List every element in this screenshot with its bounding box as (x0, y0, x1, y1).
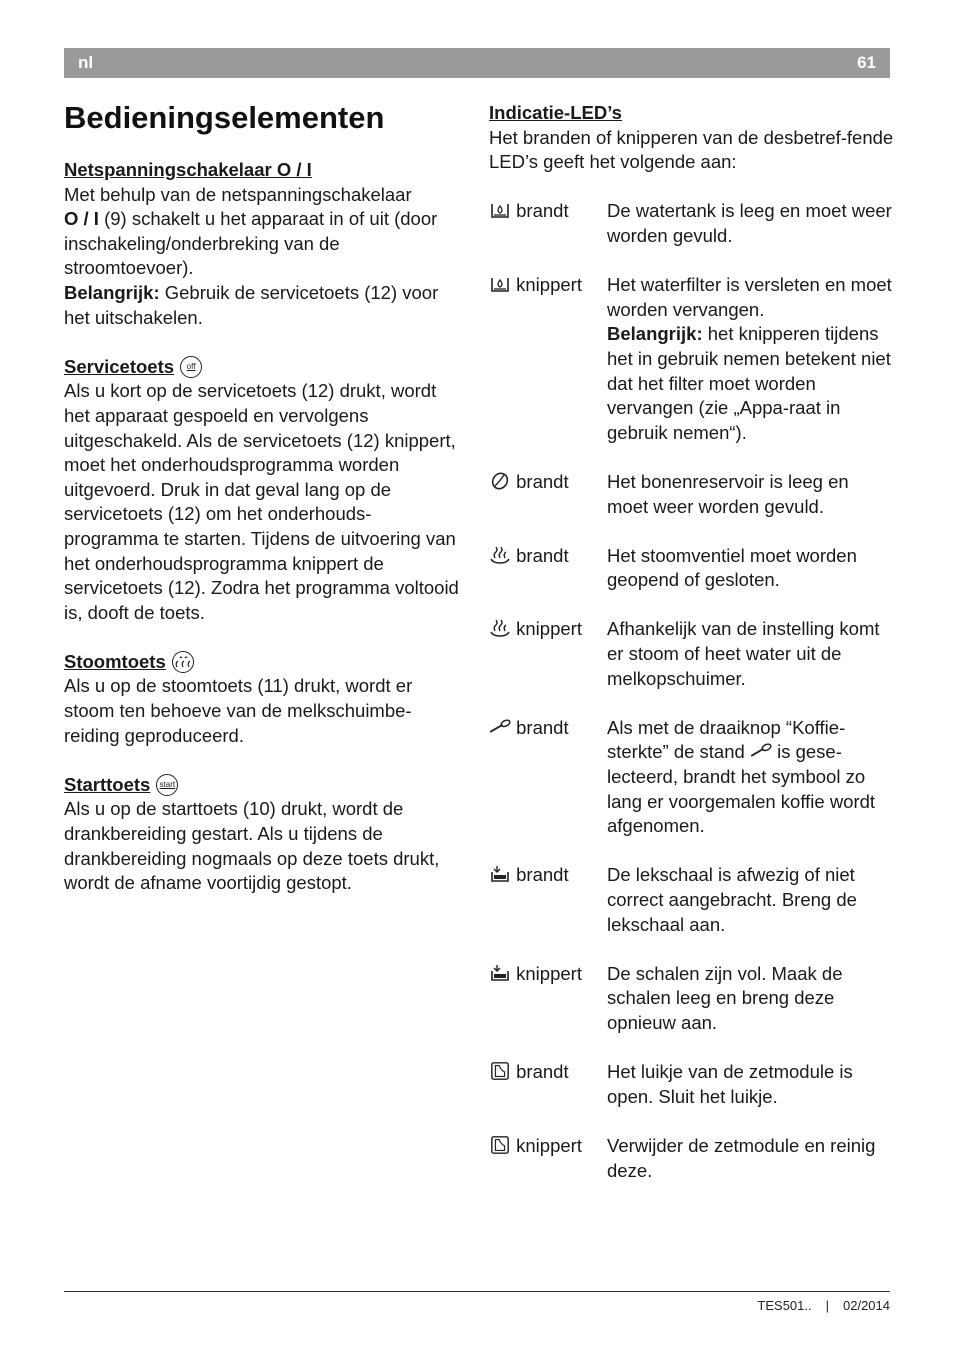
led-row (489, 962, 894, 1036)
section-text-steam-button: Als u op de stoomtoets (11) drukt, wordt er stoom ten behoeve van de melkschuimbe-reiding geproduceerd. (64, 675, 413, 746)
led-state: knippert (516, 274, 582, 296)
section-mains-switch (64, 158, 464, 330)
bold-switch-label: O / I (64, 208, 99, 230)
footer-separator: | (825, 1298, 829, 1313)
section-text-start-button: Als u op de starttoets (10) drukt, wordt de drankbereiding gestart. Als u tijdens de drankbereiding nogmaals op deze toets drukt, wordt de afname voortijdig gestopt. (64, 798, 440, 894)
led-desc-text: is gese-lecteerd, brandt het symbool zo lang er voorgemalen koffie wordt afgenomen. (607, 741, 876, 837)
text-part: (9) schakelt u het apparaat in of uit (door inschakeling/onderbreking van de stroomtoevoer). (64, 208, 438, 279)
left-column (64, 96, 464, 920)
drip-tray-icon (489, 963, 511, 983)
drip-tray-icon (489, 864, 511, 884)
led-description: Het luikje van de zetmodule is open. Sluit het luikje. (607, 1061, 853, 1107)
section-service-button (64, 355, 464, 626)
footer (757, 1298, 890, 1313)
led-description (607, 273, 894, 445)
led-description: Het bonenreservoir is leeg en moet weer worden gevuld. (607, 470, 849, 517)
ground-coffee-spoon-icon (750, 741, 772, 761)
steam-icon (489, 618, 511, 638)
led-label (489, 863, 607, 937)
water-tank-icon (489, 200, 511, 220)
language-code: nl (78, 53, 94, 72)
ground-coffee-spoon-icon (489, 717, 511, 737)
coffee-bean-icon (489, 471, 511, 491)
led-row (489, 617, 894, 691)
led-row (489, 863, 894, 937)
led-section-title: Indicatie-LED’s (489, 102, 622, 123)
led-state: brandt (516, 1061, 569, 1083)
led-state: brandt (516, 200, 569, 222)
right-column (489, 101, 894, 1183)
header-bar (64, 48, 890, 78)
service-icon-label: off (186, 361, 196, 371)
led-state: knippert (516, 618, 582, 640)
led-desc-text: Het waterfilter is versleten en moet worden vervangen. (607, 274, 892, 320)
led-state: brandt (516, 864, 569, 886)
led-description: Het stoomventiel moet worden geopend of gesloten. (607, 544, 857, 591)
start-icon (156, 774, 178, 796)
footer-divider (64, 1291, 890, 1292)
led-description: De watertank is leeg en moet weer worden gevuld. (607, 200, 892, 246)
led-state: brandt (516, 544, 569, 566)
led-label (489, 544, 607, 593)
section-title-steam-button (64, 650, 194, 675)
led-row (489, 199, 894, 248)
section-title-service-button (64, 355, 202, 380)
led-row (489, 1134, 894, 1183)
led-description: De schalen zijn vol. Maak de schalen leeg en breng deze opnieuw aan. (607, 962, 843, 1033)
section-steam-button (64, 650, 464, 748)
page-title: Bedieningselementen (64, 100, 385, 135)
led-state: knippert (516, 1134, 582, 1156)
led-label (489, 716, 607, 839)
publication-date: 02/2014 (843, 1298, 890, 1313)
section-title-mains-switch: Netspanningschakelaar O / I (64, 159, 312, 180)
led-label (489, 273, 607, 445)
led-row (489, 470, 894, 519)
brewing-unit-door-icon (489, 1061, 511, 1081)
led-desc-text: het knipperen tijdens het in gebruik nemen betekent niet dat het filter moet worden vervangen (zie „Appa-raat in gebruik nemen“). (607, 323, 891, 443)
text-line: Met behulp van de netspanningschakelaar (64, 183, 412, 205)
led-description (607, 716, 894, 839)
service-off-icon (180, 356, 202, 378)
water-tank-icon (489, 274, 511, 294)
led-state: brandt (516, 470, 569, 492)
led-row (489, 273, 894, 445)
steam-icon (489, 545, 511, 565)
section-text-service-button: Als u kort op de servicetoets (12) drukt, wordt het apparaat gespoeld en vervolgens uitgeschakeld. Als de servicetoets (12) knippert, moet het onderhoudsprogramma worden uitgevoerd. Druk in dat geval lang op de servicetoets (12) om het onderhouds-programma te starten. Tijdens de uitvoering van het onderhoudsprogramma knippert de servicetoets (12). Zodra het programma voltooid is, dooft de toets. (64, 380, 459, 623)
steam-icon (172, 651, 194, 673)
led-intro: Het branden of knipperen van de desbetref-fende LED’s geeft het volgende aan: (489, 126, 894, 173)
led-state: brandt (516, 716, 569, 738)
led-label (489, 1134, 607, 1183)
led-label (489, 962, 607, 1036)
led-description: Afhankelijk van de instelling komt er stoom of heet water uit de melkopschuimer. (607, 618, 880, 689)
section-title-start-button (64, 773, 178, 798)
section-start-button (64, 773, 464, 896)
page-number: 61 (857, 53, 876, 72)
led-description: De lekschaal is afwezig of niet correct aangebracht. Breng de lekschaal aan. (607, 864, 857, 935)
led-row (489, 1060, 894, 1109)
led-label (489, 470, 607, 519)
led-row (489, 544, 894, 593)
model-number: TES501.. (757, 1298, 812, 1313)
steam-title-text: Stoomtoets (64, 650, 166, 672)
brewing-unit-door-icon (489, 1135, 511, 1155)
led-description: Verwijder de zetmodule en reinig deze. (607, 1134, 876, 1181)
bold-important: Belangrijk: (607, 323, 703, 345)
start-icon-label: start (159, 779, 176, 789)
led-desc-text: Als met de draaiknop “Koffie-sterkte” de stand (607, 716, 846, 763)
section-text-mains-switch (64, 183, 464, 331)
led-state: knippert (516, 962, 582, 984)
service-title-text: Servicetoets (64, 355, 175, 377)
led-label (489, 617, 607, 691)
led-label (489, 199, 607, 248)
start-title-text: Starttoets (64, 773, 151, 795)
led-row (489, 716, 894, 839)
text-part: Gebruik de servicetoets (12) voor het uitschakelen. (64, 281, 439, 328)
led-label (489, 1060, 607, 1109)
bold-important: Belangrijk: (64, 281, 160, 303)
